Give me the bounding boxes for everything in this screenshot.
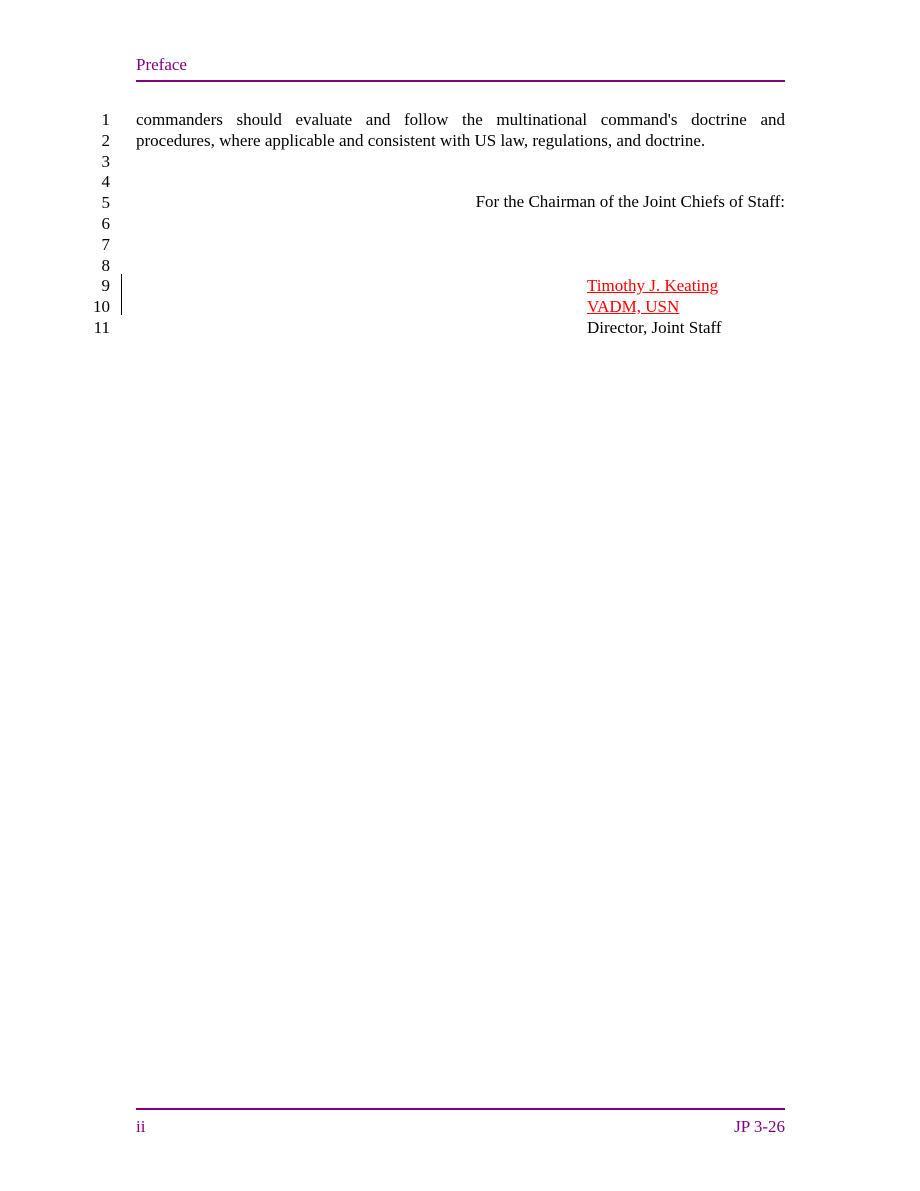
line-number: 5 <box>101 193 110 213</box>
header-rule <box>136 80 785 82</box>
closing-line: For the Chairman of the Joint Chiefs of Staff: <box>475 192 785 211</box>
line-number: 6 <box>101 213 110 233</box>
footer-rule <box>136 1108 785 1110</box>
line-number: 3 <box>101 151 110 171</box>
line-numbers <box>80 110 110 339</box>
page-number: ii <box>136 1117 146 1136</box>
revision-change-bar <box>121 274 122 315</box>
line-number: 4 <box>101 172 110 192</box>
paragraph-line: procedures, where applicable and consistent with US law, regulations, and doctrine. <box>136 130 706 150</box>
line-number: 9 <box>101 276 110 296</box>
body-paragraph <box>136 110 785 152</box>
signatory-name: Timothy J. Keating <box>587 276 719 295</box>
line-number: 10 <box>93 297 110 317</box>
line-number: 2 <box>101 130 110 150</box>
paragraph-line: commanders should evaluate and follow the multinational command's doctrine and <box>136 110 785 129</box>
line-number: 1 <box>101 110 110 129</box>
line-number: 11 <box>93 317 110 337</box>
line-number: 7 <box>101 234 110 254</box>
document-id: JP 3-26 <box>734 1117 785 1136</box>
signatory-rank: VADM, USN <box>587 296 680 316</box>
signature-block <box>587 276 722 338</box>
line-number: 8 <box>101 255 110 275</box>
running-header-title: Preface <box>136 55 187 74</box>
signatory-title: Director, Joint Staff <box>587 317 722 337</box>
